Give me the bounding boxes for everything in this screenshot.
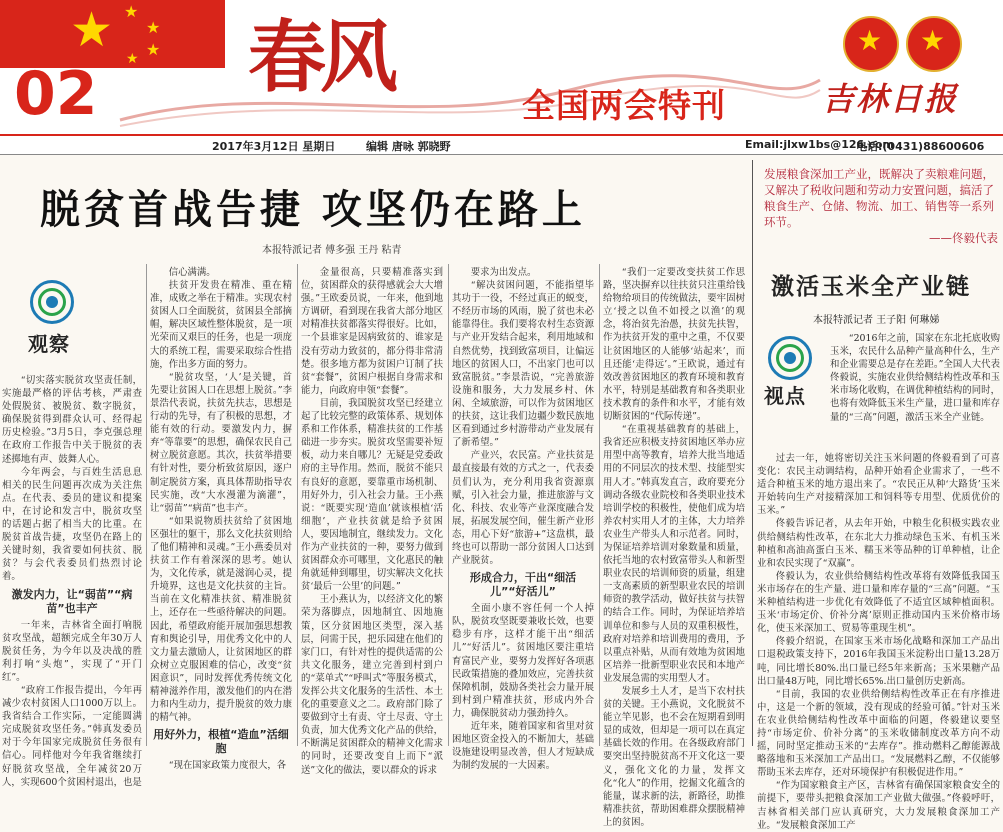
sidebar-byline: 本报特派记者 王子阳 何琳娣 [813, 315, 940, 326]
paragraph: 佟毅介绍说，在国家玉米市场化战略和深加工产品出口退税政策支持下，2016年我国玉米淀粉出口量13.28万吨，同比增长80%.出口量已经5年来新高；玉米果糖产品出口量48万吨，同比增长65%.出口量创历史新高。 [757, 636, 1000, 687]
paragraph: “解决贫困问题，不能指望毕其功于一役，不经过真正的蜕变，不经历市场的风雨，脱了贫也未必能靠得住。我们要将农村生态资源与产业开发结合起来，利用地域和自然优势，找到致富项目，让偏远地区的贫困人口，不出家门也可以致富脱贫。”李景浩说，“完善旅游设施和服务，大力发展乡村、休闲、全域旅游，可以作为贫困地区的扶贫，这让我们边疆少数民族地区看到通过乡村游带动产业发展有了新希望。” [452, 280, 594, 449]
subheading: 用好外力，根植“造血”活细胞 [153, 728, 289, 756]
subheading: 形成合力，干出“细活儿”“好活儿” [469, 571, 577, 599]
sidebar-intro [830, 332, 1000, 444]
article-column-2 [150, 266, 292, 772]
paragraph: 佟毅认为，农业供给侧结构性改革将有效降低我国玉米市场存在的生产量、进口量和库存量的“三高”问题。“玉米种植结构进一步优化有效降低了不适宜区域种植面积。玉米‘市场定价、价补分离’原则正推动国内玉米价格市场化，使玉米深加工、贸易等重现生机”。 [757, 570, 1000, 635]
flag-big-star-icon: ★ [70, 2, 114, 58]
observe-label: 观察 [28, 332, 70, 356]
article-column-4 [452, 266, 594, 772]
paragraph: 今年两会，与百姓生活息息相关的民生问题再次成为关注焦点。在代表、委员的建议和提案中，在讨论和发言中，脱贫攻坚的话题占据了相当大的比重。在脱贫首战告捷，攻坚仍在路上的关键时刻，我省要如何扶贫、脱贫？与会代表委员们热烈讨论着。 [2, 466, 142, 583]
paragraph: 发展乡土人才，是当下农村扶贫的关键。王小燕说，文化脱贫不能立竿见影，也不会在短期看到明显的成效，但却是一项可以在真定基础长效的作用。在各级政府部门要突出坚持脱贫高不开文化这一要义，强化文化的力量，发挥文化“化人”的作用，挖掘文化蕴含的能量，谋求新的法，新路径，助推精准扶贫，帮助困难群众摆脱精神上的贫困。 [603, 686, 745, 828]
paragraph: “如果说物质扶贫给了贫困地区强壮的躯干，那么文化扶贫则给了他们精神和灵魂。”王小燕委员对扶贫工作有着深深的思考。她认为，文化传承，就是滋润心灵，提升境界，这也是文化扶贫的主旨。当前在文化精准扶贫、精准脱贫上，还存在一些亟待解决的问题。因此，希望政府能开展加强思想教育和舆论引导，用优秀文化中的人文力量去激励人，让贫困地区的群众树立克服困难的信心，改变“贫困意识”，同时发挥优秀传统文化精神滋养作用，激发他们的内在潜力和内生动力，提升脱贫的效力康的精气神。 [150, 515, 292, 724]
paragraph: “我们一定要改变扶贫工作思路，坚决摒弃以往扶贫只注重给钱给物给项目的传统做法，要牢固树立‘授之以鱼不如授之以渔’的观念，将治贫先治愚，扶贫先扶智，作为扶贫开发的重中之重，不仅要让贫困地区的人能够‘站起来’，而且还能‘走得远’。”王欧说，通过有效改善贫困地区的教育环境和教育水平，特别是基础教育和各类职业技术教育的条件和水平，才能有效切断贫困的“代际传递”。 [603, 267, 745, 423]
paragraph: “政府工作报告提出，今年再减少农村贫困人口1000万以上。我省结合工作实际，一定能圆满完成脱贫攻坚任务。”韩真发委员对于今年国家完成脱贫任务很有信心。同样他对今年我省继续打好脱贫攻坚战，全年减贫20万人，实现600个贫困村退出，也是 [2, 684, 142, 788]
flag-small-star-icon: ★ [124, 2, 139, 21]
main-byline: 本报特派记者 傅多强 王丹 粘青 [262, 245, 402, 256]
paragraph: 扶贫开发贵在精准、重在精准，成败之举在于精准。实现农村贫困人口全面脱贫，贫困县全部摘帽，解决区域性整体脱贫，是一项光荣而又艰巨的任务，也是一项庞大的系统工程，需要采取综合性措施，作出多方面的努力。 [150, 280, 292, 370]
editors: 编辑 唐咏 郭晓野 [366, 140, 451, 153]
brush-title: 春风 [248, 12, 393, 103]
pull-quote-text: 发展粮食深加工产业，既解决了卖粮难问题，又解决了税收问题和劳动力安置问题，搞活了粮食生产、仓储、物流、加工、销售等一系列环节。 [764, 167, 994, 229]
paragraph: 要求为出发点。 [470, 267, 537, 278]
paragraph: 近年来，随着国家和省里对贫困地区资金投入的不断加大，基础设施建设明显改善，但人才短缺成为制约发展的一大因素。 [452, 721, 594, 772]
column-divider [297, 264, 298, 746]
column-divider [448, 264, 449, 746]
subheading: 激发内力，让“弱苗”“病苗”也丰产 [11, 587, 133, 615]
contact-phone: 电话:(0431)88600606 [856, 140, 985, 153]
paragraph: “在重视基础教育的基础上，我省还应积极支持贫困地区举办应用型中高等教育，培养大批当地适用的不同层次的技术型、技能型实用人才。”韩真发直言，政府要充分调动各级农业院校和各类职业技术培训学校的积极性，使他们成为培养农村实用人才的主体，大力培养农业生产带头人和示范者。同时，为保证培养培训对象数量和质量，依托当地的农村致富带头人和新型职业农民的培训师资的质量，组建一支高素质的新型职业农民的培训师资的教学活动，做好扶贫与扶智的结合工作。同时，为保证培养培训单位和参与人员的双重积极性，政府对培养和培训费用的费用，予以重点补贴，从而有效地为贫困地区培养一批新型职业农民和本地产业发展急需的实用型人才。 [603, 424, 745, 684]
observe-dot-icon [46, 296, 58, 308]
paragraph: 王小燕认为，以经济文化的繁荣为落脚点，因地制宜、因地施策，区分贫困地区类型，深入基层，问需于民，把乐园建在他们的家门口，有针对性的提供适需的公共文化服务，建立完善到村到户的“菜单式”“呼叫式”等服务模式，发挥公共文化服务的生活性、本土化的重要意义之二。政府部门除了要做到守土有责、守土尽责、守土负责，加大优秀文化产品的供给，不断满足贫困群众的精神文化需求的同时，还要改变自上而下“派送”文化的做法，要以群众的诉求 [301, 594, 443, 776]
masthead [0, 0, 1003, 134]
viewpoint-logo [760, 336, 824, 412]
main-headline: 脱贫首战告捷 攻坚仍在路上 [40, 187, 586, 233]
sidebar-divider [752, 160, 753, 746]
info-bar [0, 134, 1003, 155]
paragraph: 全面小康不容任何一个人掉队，脱贫攻坚既要兼收长效，也要稳步有序，这样才能干出“细活儿”“好活儿”。贫困地区要注重培育富民产业，要努力发挥好各项惠民政策措施的叠加效应，完善扶贫保障机制，鼓励各类社会力量开展到村到户精准扶贫，形成内外合力，确保脱贫动力强劲持久。 [452, 603, 594, 719]
column-divider [599, 264, 600, 746]
flag-small-star-icon: ★ [146, 18, 161, 37]
article-column-5 [603, 266, 745, 828]
paragraph: 金量很高，只要精准落实到位，贫困群众的获得感就会大大增强。”王欧委员说，一年来，他到地方调研，看到现在我省大部分地区对精准扶贫都落实得很好。比如，一个县谁家是因病致贫的、谁家是没有劳动力致贫的，都分得非常清楚。很多地方都为贫困户订制了扶贫“套餐”，贫困户根据自身需求和能力，向政府申领“套餐”。 [301, 267, 443, 396]
paragraph: “现在国家政策力度很大，各 [168, 760, 287, 772]
sidebar-pull-quote [764, 166, 998, 245]
national-flag [0, 0, 225, 68]
newspaper-logo: 吉林日报 [822, 80, 959, 118]
article-column-3 [301, 266, 443, 776]
issue-date: 2017年3月12日 星期日 [212, 140, 336, 153]
viewpoint-label: 视点 [764, 384, 806, 408]
paragraph: “目前，我国的农业供给侧结构性改革正在有序推进中，这是一个新的领域，没有现成的经验可循。”针对玉米在农业供给侧结构性改革中面临的问题，佟毅建议要坚持“市场定价、价补分离”的玉米收储制度改革方向不动摇，同时坚定推动玉米的“去库存”。推动燃料乙醇能源战略落地和玉米深加工产品出口。“发展燃料乙醇，不仅能够帮助玉米去库存，还对环境保护有积极促进作用。” [757, 688, 1000, 779]
paragraph: 产业兴，农民富。产业扶贫是最直接最有效的方式之一，代表委员们认为，充分利用我省资源禀赋，引入社会力量，推进旅游与文化、科技、农业等产业深度融合发展，拓展发展空间，催生新产业形态，用心下好“旅游+”这盘棋，最终也可以帮助一部分贫困人口达到产业脱贫。 [452, 450, 594, 567]
viewpoint-dot-icon [784, 352, 796, 364]
paragraph: 佟毅告诉记者，从去年开始，中粮生化积极实践农业供给侧结构性改革，在东北大力推动绿色玉米、有机玉米种植和高油高蛋白玉米、糯玉米等品种的订单种植，让企业和农民实现了“双赢”。 [757, 518, 1000, 569]
paragraph: “切实落实脱贫攻坚责任制，实施最严格的评估考核，严肃查处假脱贫、被脱贫、数字脱贫，确保脱贫得到群众认可、经得起历史检验。”3月5日，李克强总理在政府工作报告中关于脱贫的表述掷地有声、鼓舞人心。 [2, 375, 142, 465]
contact-email: Email:jlxw1bs@126.com [745, 138, 894, 151]
flag-small-star-icon: ★ [146, 40, 161, 59]
sidebar-body [757, 452, 1000, 831]
paragraph: “作为国家粮食主产区，吉林省有确保国家粮食安全的前提下，要带头把粮食深加工产业做大做强。”佟毅呼吁，吉林省相关部门应认真研究，大力发展粮食深加工产业。“发展粮食深加工产 [757, 780, 1000, 831]
paragraph: “2016年之前，国家在东北托底收购玉米，农民什么品种产量高种什么，生产和企业需要总是存在差距。”全国人大代表佟毅说，实施农业供给侧结构性改革和玉米市场化收购，在调优种植结构的同时，也将有效降低玉米生产量，进口量和库存量的“三高”问题，激活玉米全产业链。 [830, 333, 1000, 423]
pull-quote-signature: ——佟毅代表 [929, 231, 998, 245]
observe-logo [22, 280, 86, 356]
page-number: 02 [14, 59, 98, 129]
column-divider [146, 264, 147, 746]
sidebar-headline: 激活玉米全产业链 [771, 274, 971, 300]
paragraph: 信心满满。 [168, 267, 216, 278]
paragraph: 一年来，吉林省全面打响脱贫攻坚战，超额完成全年30万人脱贫任务，为今年以及决战的胜利打响“头炮”，实现了“开门红”。 [2, 619, 142, 683]
paragraph: “脱贫攻坚，‘人’是关键，首先要让贫困人口在思想上脱贫。”李景浩代表说，扶贫先扶志，思想是行动的先导，有了积极的思想，才能有效的行动。要激发内力，摒弃“等靠要”的思想，确保农民自己树立脱贫意愿。其次，扶贫举措要有针对性，要分析致贫原因，逐户制定脱贫方案，真具体帮助指导农民实施，改“大水漫灌为滴灌”，让“弱苗”“病苗”也丰产。 [150, 371, 292, 514]
article-column-1 [2, 374, 142, 788]
national-emblem-icon: ★ [843, 16, 899, 72]
flag-small-star-icon: ★ [126, 51, 139, 67]
cppcc-emblem-icon: ★ [906, 16, 962, 72]
special-edition-title: 全国两会特刊 [522, 86, 726, 125]
paragraph: 目前，我国脱贫攻坚已经建立起了比较完整的政策体系、规划体系和工作体系，精准扶贫的工作基础进一步夯实。脱贫攻坚需要补短板，动力来自哪儿？无疑是党委政府的主导作用。然而，脱贫不能只有良好的意愿，要靠重市场机制、用好外力，引入社会力量。王小燕说：“既要实现‘造血’就该根植‘活细胞’，产业扶贫就是给予贫困人，要因地制宜，继续发力。文化作为产业扶贫的一种，要努力做到贫困群众亦可哪里，文化惠民的触角就延伸到哪里，切实解决文化扶贫‘最后一公里’的问题。” [301, 397, 443, 593]
paragraph: 过去一年，她将密切关注玉米问题的佟毅看到了可喜变化：农民主动调结构，品种开始看企业需求了，一些不适合种植玉米的地方退出来了。“农民正从种‘大路货’玉米开始转向生产对接精深加工和饲料等专用型、优质优价的玉米。” [757, 453, 1000, 517]
